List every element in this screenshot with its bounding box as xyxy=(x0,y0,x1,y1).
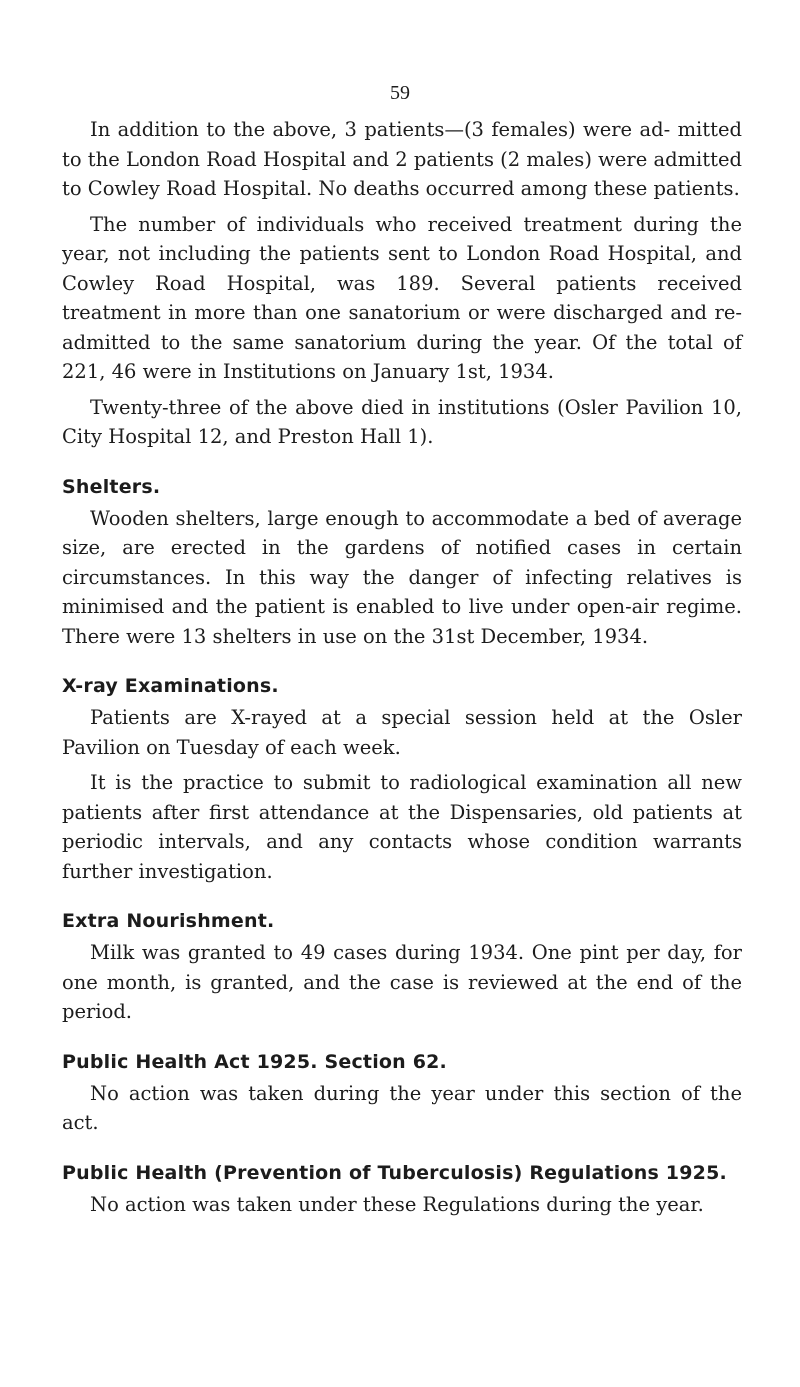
intro-paragraph: The number of individuals who received treatment during the year, not including the patients sent to London Road Hospital, and Cowley Road Hospital, was 189. Several patients received treatment in more than one sanatorium or were discharged and re-admitted to the same sanatorium during the year. Of the total of 221, 46 were in Institutions on January 1st, 1934. xyxy=(62,212,742,383)
xray-paragraph: It is the practice to submit to radiological examination all new patients after first attendance at the Dispensaries, old patients at periodic intervals, and any contacts whose condition warrants further investigation. xyxy=(62,771,742,883)
section-heading-extra-nourishment: Extra Nourishment. xyxy=(62,910,275,932)
intro-paragraph: Twenty-three of the above died in institutions (Osler Pavilion 10, City Hospital 12, and Preston Hall 1). xyxy=(62,395,742,448)
shelters-paragraph: Wooden shelters, large enough to accommodate a bed of average size, are erected in the gardens of notified cases in certain circumstances. In this way the danger of infecting relatives is minimised and the patient is enabled to live under open-air regime. There were 13 shelters in use on the 31st December, 1934. xyxy=(62,506,742,648)
tb-regulations-paragraph: No action was taken under these Regulations during the year. xyxy=(90,1192,704,1216)
section-heading-shelters: Shelters. xyxy=(62,475,161,498)
intro-paragraph: In addition to the above, 3 patients—(3 females) were ad- mitted to the London Road Hospital and 2 patients (2 males) were admitted to Cowley Road Hospital. No deaths occurred among these patients. xyxy=(62,118,742,200)
public-health-act-paragraph: No action was taken during the year under this section of the act. xyxy=(62,1081,742,1134)
page-number: 59 xyxy=(390,82,410,104)
section-heading-xray: X-ray Examinations. xyxy=(62,675,279,697)
page-body xyxy=(62,115,742,1225)
extra-nourishment-paragraph: Milk was granted to 49 cases during 1934. One pint per day, for one month, is granted, and the case is reviewed at the end of the period. xyxy=(62,941,742,1023)
section-heading-tb-regulations: Public Health (Prevention of Tuberculosis) Regulations 1925. xyxy=(62,1161,727,1184)
xray-paragraph: Patients are X-rayed at a special session held at the Osler Pavilion on Tuesday of each week. xyxy=(62,706,742,759)
section-heading-public-health-act: Public Health Act 1925. Section 62. xyxy=(62,1050,447,1073)
